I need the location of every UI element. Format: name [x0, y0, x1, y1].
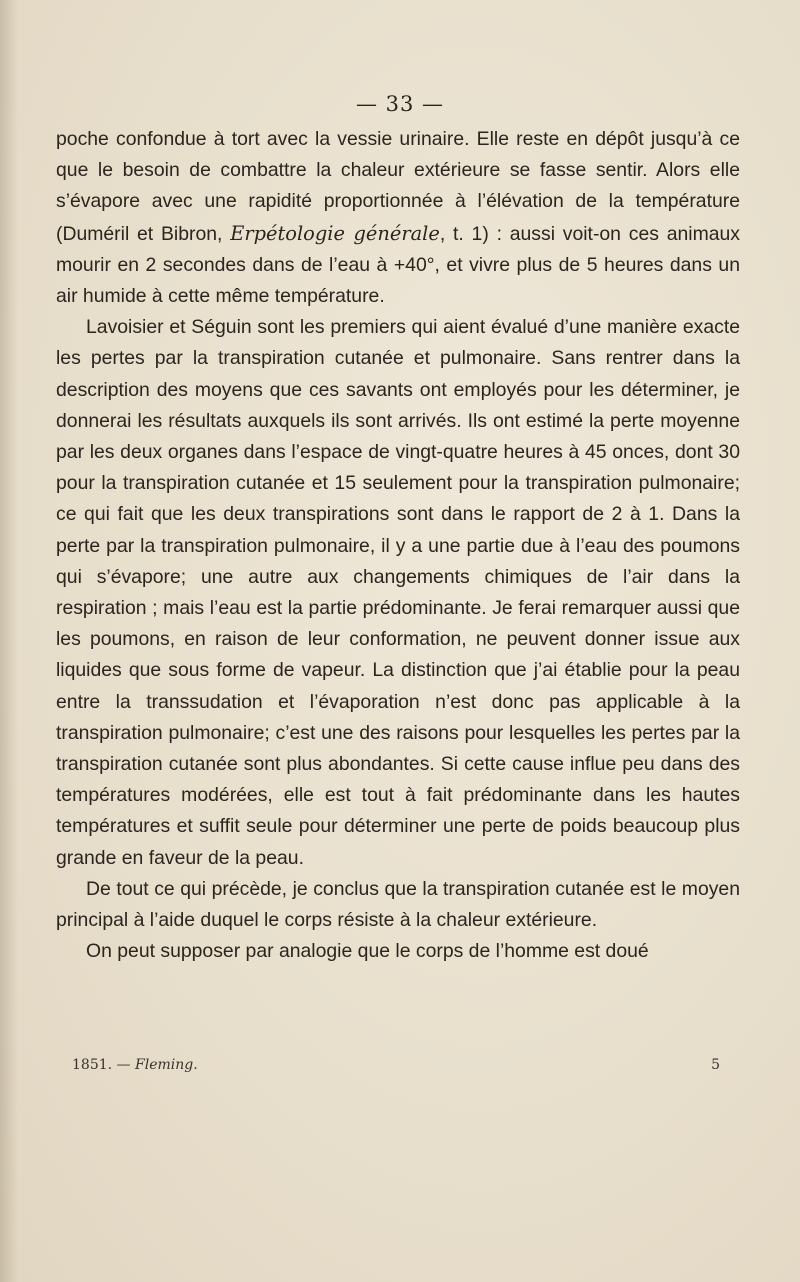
paragraph-3: De tout ce qui précède, je conclus que la transpiration cutanée est le moyen principal à l’aide duquel le corps résiste à la chaleur extérieure. [56, 877, 740, 932]
paragraph-1-part-a: poche confondue à tort avec la vessie urinaire. Elle reste en dépôt jusqu’à ce que le besoin de combattre la chaleur extérieure se fasse sentir. Alors elle s’évapore avec une rapidité proportionnée à l’élévation de la température (Duméril et Bibron, [56, 128, 740, 245]
body-text [56, 124, 740, 967]
signature-mark: 5 [711, 1057, 720, 1073]
footer-dash: — [112, 1057, 135, 1073]
page-number: — 33 — [355, 92, 445, 116]
paragraph-4: On peut supposer par analogie que le corps de l’homme est doué [86, 940, 649, 963]
book-title-citation: Erpétologie générale [230, 221, 440, 245]
footer-author: Fleming. [135, 1057, 198, 1073]
page-edge-shadow [0, 0, 18, 1282]
paragraph-1 [56, 124, 740, 312]
footer-year: 1851. [72, 1057, 113, 1073]
paragraph-2: Lavoisier et Séguin sont les premiers qui aient évalué d’une manière exacte les pertes par la transpiration cutanée et pulmonaire. Sans rentrer dans la description des moyens que ces savants ont employés pour les déterminer, je donnerai les résultats auxquels ils sont arrivés. Ils ont estimé la perte moyenne par les deux organes dans l’espace de vingt-quatre heures à 45 onces, dont 30 pour la transpiration cutanée et 15 seulement pour la transpiration pulmonaire; ce qui fait que les deux transpirations sont dans le rapport de 2 à 1. Dans la perte par la transpiration pulmonaire, il y a une partie due à l’eau des poumons qui s’évapore; une autre aux changements chimiques de l’air dans la respiration ; mais l’eau est la partie prédominante. Je ferai remarquer aussi que les poumons, en raison de leur conformation, ne peuvent donner issue aux liquides que sous forme de vapeur. La distinction que j’ai établie pour la peau entre la transsudation et l’évaporation n’est donc pas applicable à la transpiration pulmonaire; c’est une des raisons pour lesquelles les pertes par la transpiration cutanée sont plus abondantes. Si cette cause influe peu dans des températures modérées, elle est tout à fait prédominante dans les hautes températures et suffit seule pour déterminer une perte de poids beaucoup plus grande en faveur de la peau. [56, 316, 740, 869]
footer-imprint [72, 1057, 198, 1073]
paragraph-1-part-b: , t. 1) : aussi voit-on ces animaux mourir en 2 secondes dans de l’eau à +40°, et vivre plus de 5 heures dans un air humide à cette même température. [56, 222, 740, 308]
